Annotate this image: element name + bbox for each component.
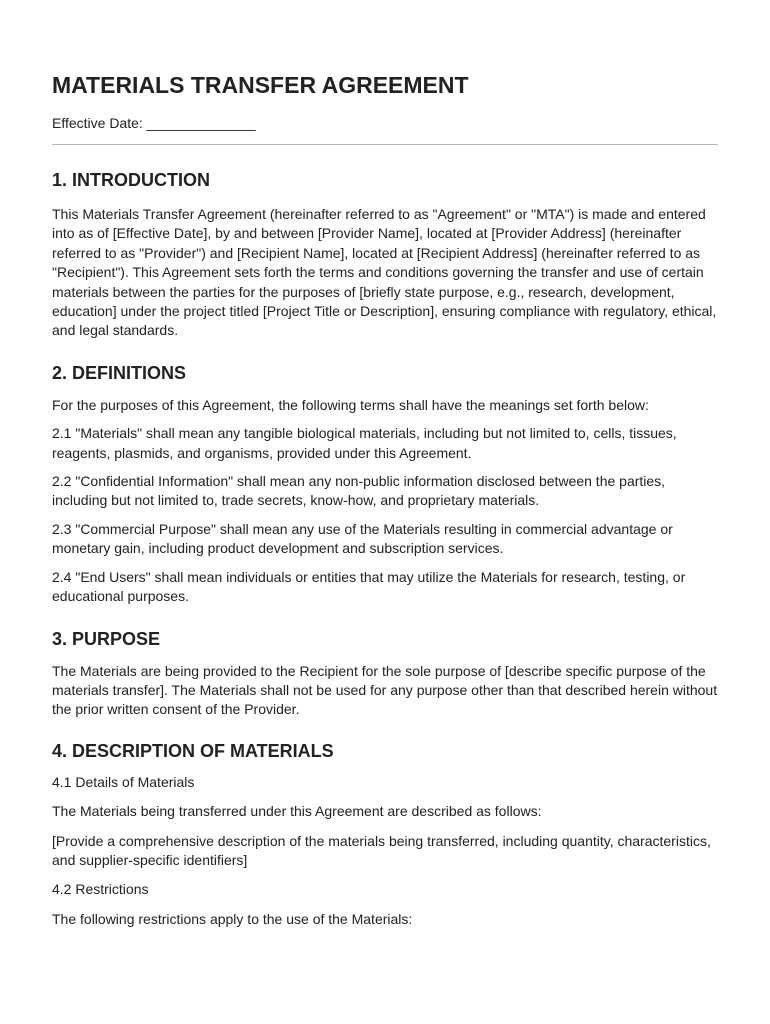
introduction-paragraph: This Materials Transfer Agreement (hereinafter referred to as "Agreement" or "MTA") is made and entered into as of [Effective Date], by and between [Provider Name], located at [Provider Address] (hereinafter referred to as "Provider") and [Recipient Name], located at [Recipient Address] (hereinafter referred to as "Recipient"). This Agreement sets forth the terms and conditions governing the transfer and use of certain materials between the parties for the purposes of [briefly state purpose, e.g., research, development, education] under the project titled [Project Title or Description], ensuring compliance with regulatory, ethical, and legal standards.: [52, 206, 717, 339]
purpose-paragraph: The Materials are being provided to the Recipient for the sole purpose of [describe specific purpose of the materials transfer]. The Materials shall not be used for any purpose other than that described herein without the prior written consent of the Provider.: [52, 662, 718, 718]
definition-end-users: 2.4 "End Users" shall mean individuals or entities that may utilize the Materials for research, testing, or educational purposes.: [52, 568, 686, 605]
definitions-body: [52, 396, 718, 607]
section-heading-description-of-materials: 4. DESCRIPTION OF MATERIALS: [52, 740, 334, 761]
materials-description-intro: The Materials being transferred under this Agreement are described as follows:: [52, 803, 542, 820]
document-title: MATERIALS TRANSFER AGREEMENT: [52, 72, 469, 98]
definition-commercial-purpose: 2.3 "Commercial Purpose" shall mean any use of the Materials resulting in commercial advantage or monetary gain, including product development and subscription services.: [52, 520, 673, 557]
divider: [52, 144, 718, 145]
section-heading-introduction: 1. INTRODUCTION: [52, 170, 211, 190]
materials-description-placeholder: [Provide a comprehensive description of the materials being transferred, including quantity, characteristics, and supplier-specific identifiers]: [52, 832, 711, 868]
definition-confidential-information: 2.2 "Confidential Information" shall mean any non-public information disclosed between the parties, including but not limited to, trade secrets, know-how, and proprietary materials.: [52, 473, 666, 509]
subsection-restrictions: 4.2 Restrictions: [52, 881, 149, 898]
restrictions-intro: The following restrictions apply to the use of the Materials:: [52, 910, 413, 927]
section-heading-purpose: 3. PURPOSE: [52, 628, 161, 649]
effective-date-line: Effective Date: ______________: [52, 115, 256, 131]
subsection-details-of-materials: 4.1 Details of Materials: [52, 773, 195, 790]
definition-materials: 2.1 "Materials" shall mean any tangible biological materials, including but not limited to, cells, tissues, reagents, plasmids, and organisms, provided under this Agreement.: [52, 425, 677, 461]
description-of-materials-body: [52, 773, 718, 929]
section-heading-definitions: 2. DEFINITIONS: [52, 362, 187, 383]
definitions-intro: For the purposes of this Agreement, the following terms shall have the meanings set forth below:: [52, 396, 649, 413]
